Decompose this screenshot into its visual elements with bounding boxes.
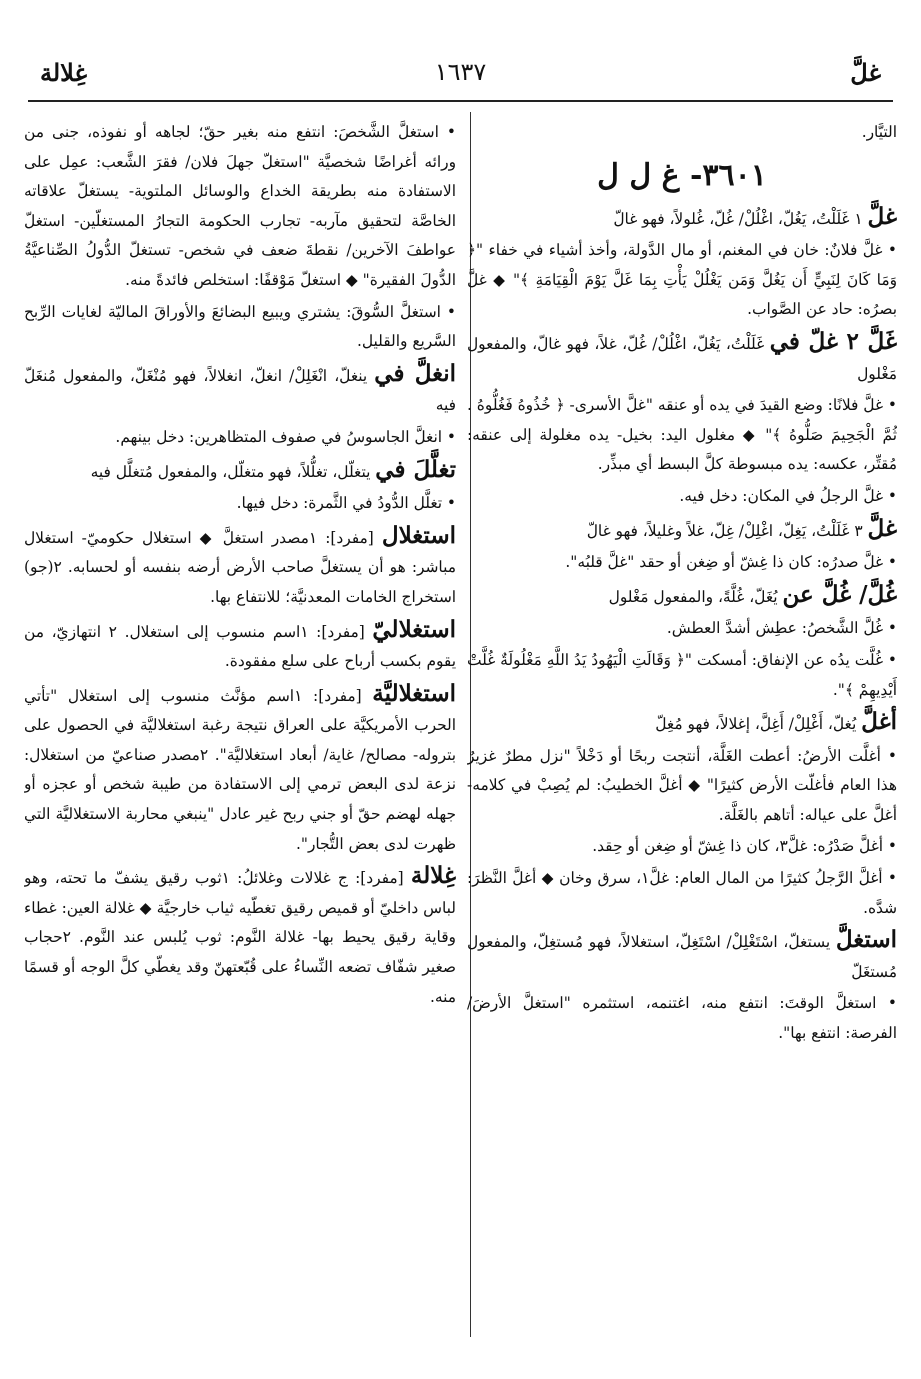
entry-definition: [مفرد]: ١مصدر استغلَّ ◆ استغلال حكوميّ- استغلال مباشر: هو أن يستغلَّ صاحب الأرض أرضه بنفسه أو لحسابه. ٢(جو) استخراج الخامات المعدنيَّة؛ للانتفاع بها. — [24, 528, 456, 606]
entry-headword: أغلَّ — [861, 708, 897, 736]
entry-sense: • أغلَّت الأرضُ: أعطت الغَلَّة، أنتجت ربحًا أو دَخْلاً "نزل مطرٌ غزيرٌ هذا العام فأغلّت الأرض كثيرًا" ◆ أغلَّ الخطيبُ: لم يُصِبْ في كلامه- أغلَّ على عياله: أتاهم بالغَلَّة. — [467, 746, 897, 824]
entry-sense: • غلَّ فلانًا: وضع القيدَ في يده أو عنقه "غلَّ الأسرى- ﴿ خُذُوهُ فَغُلُّوهُ . ثُمَّ الْجَحِيمَ صَلُّوهُ ﴾" ◆ مغلول اليد: بخيل- يده مغلولة إلى عنقه: مُقتِّر، عكسه: يده مبسوطة كلَّ البسط أي مبذِّر. — [467, 396, 897, 474]
entry-headword: غلَّ — [867, 514, 897, 542]
entry-headword: غُلَّ/ غُلَّ عن — [782, 580, 897, 608]
entry-sense: • غُلَّت يدُه عن الإنفاق: أمسكت "﴿ وَقَالَتِ الْيَهُودُ يَدُ اللَّهِ مَغْلُولَةٌ غُلَّتْ أَيْدِيهِمْ ﴾". — [467, 650, 897, 699]
entry-definition: [مفرد]: ١اسم مؤنَّث منسوب إلى استغلال "تأتي الحرب الأمريكيَّة على العراق نتيجة رغبة استغلاليَّة في الحصول على بتروله- مصالح/ غاية/ أبعاد استغلاليَّة". ٢مصدر صناعيّ من استغلال: نزعة لدى البعض ترمي إلى الاستفادة من طيبة شخص أو عجزه أو جهله لهضم حقّ أو جني ربح غير عادل "ينبغي محاربة الاستغلاليَّة التي ظهرت لدى بعض التُّجار". — [24, 686, 456, 853]
entry-headword: انغلَّ في — [374, 359, 456, 387]
first-headword-guide: غلَّ — [850, 57, 881, 87]
entry — [24, 521, 456, 613]
entry-definition: يُغلّ، أَغْلِلْ/ أَغِلَّ، إغلالاً، فهو مُغِلّ — [655, 715, 862, 734]
right-entries — [467, 202, 897, 1049]
entry — [24, 861, 456, 1012]
entry-sense: • انغلَّ الجاسوسُ في صفوف المتظاهرين: دخل بينهم. — [115, 427, 456, 446]
entry-sense: • غلَّ صدرُه: كان ذا غِشّ أو ضِغن أو حقد "غلَّ قلبُه". — [565, 553, 897, 572]
entry-sense: • أغلَّ صَدْرُه: غلَّ٣، كان ذا غِشّ أو ضِغن أو حِقد. — [592, 837, 897, 856]
entry-sense: • غلَّ فلانٌ: خان في المغنم، أو مال الدَّولة، وأخذ أشياء في خفاء "﴿ وَمَا كَانَ لِنَبِيٍّ أَن يَغُلَّ وَمَن يَغْلُلْ يَأْتِ بِمَا غَلَّ يَوْمَ الْقِيَامَةِ ﴾" ◆ غلَّ بصرُه: حاد عن الصَّواب. — [467, 241, 897, 319]
entry-headword: غِلالة — [410, 862, 456, 890]
entry-sense: • غُلَّ الشَّخصُ: عطِش أشدَّ العطش. — [666, 619, 897, 638]
entry-definition: ينغلّ، انْغَلِلْ/ انغلّ، انغلالاً، فهو مُنْغَلّ، والمفعول مُنغَلّ فيه — [24, 366, 456, 415]
left-column — [24, 118, 456, 1338]
entry-sense: • غلَّ الرجلُ في المكان: دخل فيه. — [679, 486, 897, 505]
last-headword-guide: غِلالة — [40, 57, 88, 87]
entry-sense: • استغلَّ السُّوقَ: يشتري ويبيع البضائعَ والأوراقَ الماليّة لغايات الرِّبح السَّريع والقليل. — [24, 302, 456, 351]
root-heading: ٣٦٠١- غ ل ل — [597, 157, 767, 193]
entry — [467, 925, 897, 987]
left-entries — [24, 118, 456, 1012]
entry-headword: استغلاليَّة — [372, 679, 456, 707]
entry-sense: • أغلَّ الرَّجلُ كثيرًا من المال العام: غلَّ١، سرق وخان ◆ أغلَّ النَّظرَ: شدَّه. — [467, 869, 897, 917]
page-number: ١٦٣٧ — [434, 58, 487, 86]
entry-headword: استغلاليّ — [372, 615, 456, 643]
entry-definition: يُغَلّ، غُلَّةً، والمفعول مَغْلول — [608, 587, 783, 606]
entry — [24, 359, 456, 421]
entry-definition: ١ غَلَلْتُ، يَغُلّ، اغْلُلْ/ غُلّ، غُلولاً، فهو غالّ — [613, 209, 868, 228]
entry-sense: • استغلَّ الشَّخصَ: انتفع منه بغير حقّ؛ لجاهه أو نفوذه، جنى من ورائه أغراضًا شخصيَّة "استغلّ جهلَ فلان/ فقرَ الشَّعب: عمِل على الاستفادة منه بطريقة الخداع والوسائل الملتوية- يستغلّ علاقاته الخاصَّة لتحقيق مآربه- تجارب الحكومة التجارُ المستغلّين- استغلّ عواطفَ الآخرين/ نقطةَ ضعف في شخص- تستغلّ الدُّولُ الصِّناعيَّةُ الدُّولَ الفقيرة" ◆ استغلّ مَوْقفًا: استخلص فائدةً منه. — [24, 123, 456, 289]
entry — [467, 514, 897, 547]
entry — [24, 615, 456, 677]
header-rule — [28, 100, 893, 102]
entry — [467, 327, 897, 389]
entry-definition: ٣ غَلَلْتُ، يَغِلّ، اغْلِلْ/ غِلّ، غلاً وغليلاً، فهو غالّ — [586, 521, 868, 540]
entry-definition: غَلَلْتُ، يَغُلّ، اغْلُلْ/ غُلّ، غلاً، فهو غالّ، والمفعول مَغْلول — [467, 334, 897, 383]
entry-definition: [مفرد]: ١اسم منسوب إلى استغلال. ٢ انتهازيّ، من يقوم بكسب أرباح على سلع مفقودة. — [24, 622, 456, 671]
column-intro-text: التيَّار. — [861, 123, 897, 141]
entry-headword: استغلَّ — [835, 926, 897, 954]
entry — [24, 679, 456, 860]
entry-headword: تغلَّلَ في — [375, 455, 456, 483]
entry — [467, 707, 897, 740]
entry — [24, 455, 456, 488]
entry-headword: غَلَّ ٢ غلّ في — [769, 327, 897, 355]
entry-headword: استغلال — [381, 521, 456, 549]
running-head — [40, 52, 881, 92]
right-column — [467, 118, 897, 1338]
entry-sense: • تغلَّل الدُّودُ في الثَّمرة: دخل فيها. — [236, 494, 456, 513]
entry — [467, 580, 897, 613]
entry-definition: [مفرد]: ج غلالات وغلائلُ: ١ثوب رقيق يشفّ ما تحته، وهو لباس داخليّ أو قميص رقيق تغطّيه ثياب خارجيَّة ◆ غلالة العين: غطاء وقاية رقيق يحيط بها- غلالة النَّوم: ثوب يُلبس عند النَّوم. ٢حجاب صغير شفّاف تضعه النِّساءُ على قُبّعتهنّ وقد يغطّي كلَّ الوجه أو قسمًا منه. — [24, 869, 456, 1006]
entry — [467, 202, 897, 235]
entry-definition: يستغلّ، اسْتَغْلِلْ/ اسْتَغِلّ، استغلالاً، فهو مُستغِلّ، والمفعول مُستغَلّ — [467, 933, 897, 981]
entry-headword: غلَّ — [867, 202, 897, 230]
entry-definition: يتغلّل، تغلُّلاً، فهو متغلّل، والمفعول مُتغلَّل فيه — [90, 462, 376, 481]
entry-sense: • استغلَّ الوقتَ: انتفع منه، اغتنمه، استثمره "استغلَّ الأرضَ/ الفرصة: انتفع بها". — [467, 994, 897, 1043]
